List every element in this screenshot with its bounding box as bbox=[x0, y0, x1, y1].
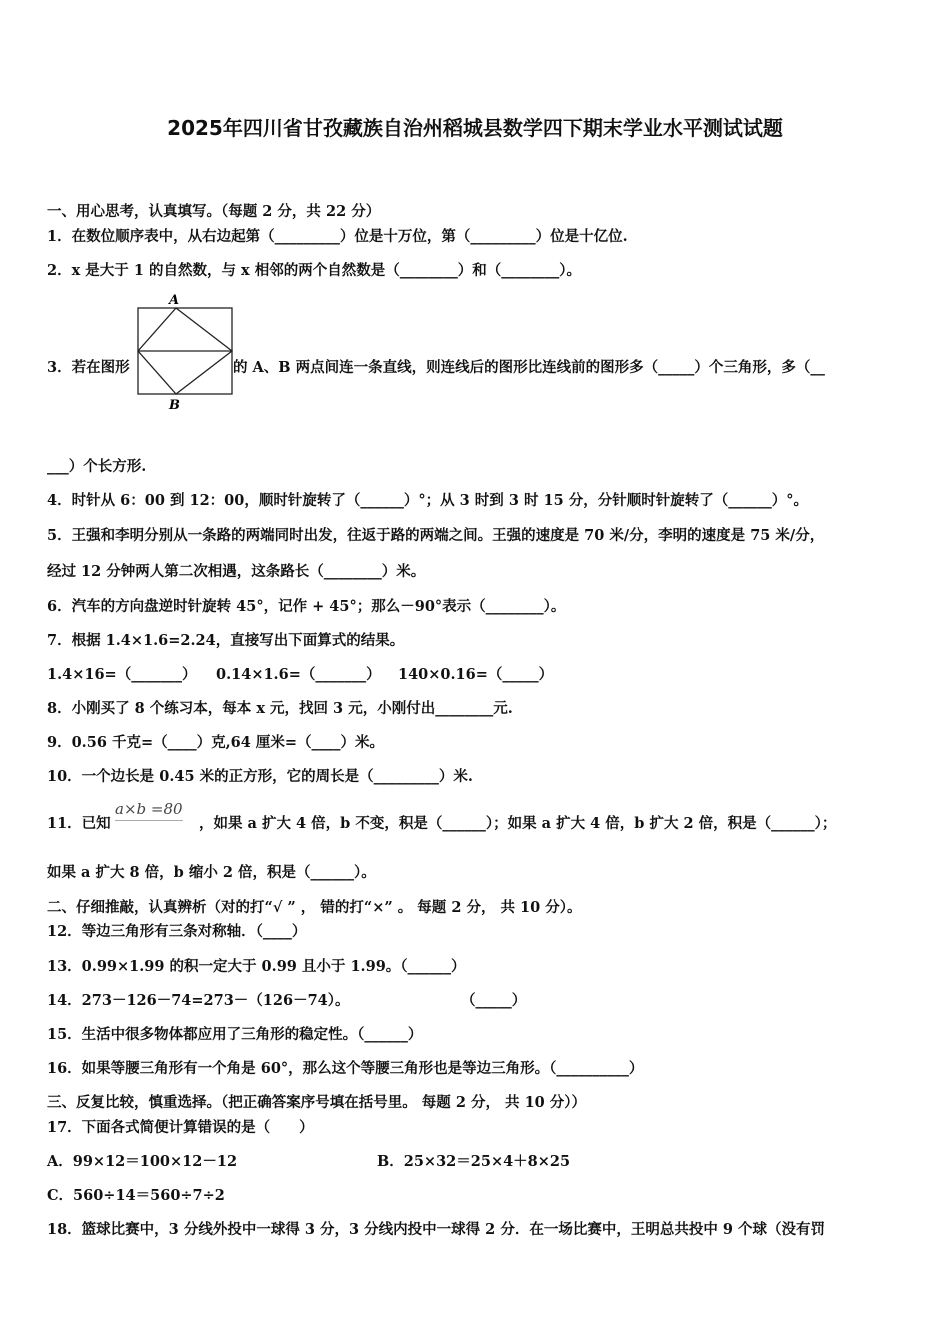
question-13: 13．0.99×1.99 的积一定大于 0.99 且小于 1.99。（______） bbox=[47, 958, 466, 975]
question-8: 8．小刚买了 8 个练习本，每本 x 元，找回 3 元，小刚付出________元. bbox=[47, 700, 513, 717]
question-4: 4．时针从 6：00 到 12：00，顺时针旋转了（______）°；从 3 时到 3 时 15 分，分针顺时针旋转了（______）°。 bbox=[47, 492, 808, 509]
question-11-line-2: 如果 a 扩大 8 倍，b 缩小 2 倍，积是（______）。 bbox=[47, 864, 376, 881]
question-17-option-a: A．99×12＝100×12－12 bbox=[47, 1153, 238, 1170]
question-3-after: 的 A、B 两点间连一条直线，则连线后的图形比连线前的图形多（_____）个三角形，多（__ bbox=[233, 359, 825, 376]
section-2-header: 二、仔细推敲，认真辨析（对的打“√ ” ， 错的打“×” 。 每题 2 分， 共 10 分）。 bbox=[47, 899, 582, 916]
question-3-continued: ___）个长方形. bbox=[47, 458, 147, 475]
section-3-header: 三、反复比较，慎重选择。（把正确答案序号填在括号里。 每题 2 分， 共 10 分）） bbox=[47, 1094, 587, 1111]
question-12: 12．等边三角形有三条对称轴．（____） bbox=[47, 923, 307, 940]
question-15: 15．生活中很多物体都应用了三角形的稳定性。（______） bbox=[47, 1026, 423, 1043]
question-11-before: 11．已知 bbox=[47, 815, 111, 832]
question-7-item-2: 0.14×1.6=（_______） bbox=[216, 666, 381, 683]
question-1: 1．在数位顺序表中，从右边起第（_________）位是十万位，第（_________）位是十亿位. bbox=[47, 228, 628, 245]
question-10: 10．一个边长是 0.45 米的正方形，它的周长是（_________）米. bbox=[47, 768, 473, 785]
question-5-line-1: 5．王强和李明分别从一条路的两端同时出发，往返于路的两端之间。王强的速度是 70 米/分，李明的速度是 75 米/分， bbox=[47, 527, 825, 544]
question-7-item-3: 140×0.16=（_____） bbox=[398, 666, 554, 683]
question-18: 18．篮球比赛中，3 分线外投中一球得 3 分，3 分线内投中一球得 2 分．在一场比赛中，王明总共投中 9 个球（没有罚 bbox=[47, 1221, 826, 1238]
question-14-blank: （_____） bbox=[461, 992, 527, 1009]
figure-label-a: A bbox=[169, 293, 180, 308]
question-16: 16．如果等腰三角形有一个角是 60°，那么这个等腰三角形也是等边三角形。（__________） bbox=[47, 1060, 644, 1077]
figure-label-b: B bbox=[169, 398, 180, 412]
question-17-stem: 17．下面各式简便计算错误的是（ ） bbox=[47, 1119, 314, 1136]
question-17-option-c: C．560÷14＝560÷7÷2 bbox=[47, 1187, 225, 1204]
question-2: 2．x 是大于 1 的自然数，与 x 相邻的两个自然数是（________）和（________）。 bbox=[47, 262, 581, 279]
question-3-before: 3．若在图形 bbox=[47, 359, 130, 376]
question-11-formula: a×b =80 bbox=[115, 800, 183, 821]
question-6: 6．汽车的方向盘逆时针旋转 45°，记作 + 45°；那么－90°表示（________）。 bbox=[47, 598, 566, 615]
question-5-line-2: 经过 12 分钟两人第二次相遇，这条路长（________）米。 bbox=[47, 563, 426, 580]
question-7-stem: 7．根据 1.4×1.6=2.24，直接写出下面算式的结果。 bbox=[47, 632, 405, 649]
section-1-header: 一、用心思考，认真填写。（每题 2 分，共 22 分） bbox=[47, 203, 381, 220]
page-title: 2025年四川省甘孜藏族自治州稻城县数学四下期末学业水平测试试题 bbox=[167, 116, 783, 140]
question-9: 9．0.56 千克=（____）克,64 厘米=（____）米。 bbox=[47, 734, 385, 751]
rectangle-figure bbox=[134, 290, 236, 412]
question-17-option-b: B．25×32＝25×4＋8×25 bbox=[377, 1153, 571, 1170]
question-11-after: ，如果 a 扩大 4 倍，b 不变，积是（______）；如果 a 扩大 4 倍，b 扩大 2 倍，积是（______）； bbox=[199, 815, 837, 832]
question-14: 14．273－126－74=273－（126－74）。 bbox=[47, 992, 350, 1009]
question-7-item-1: 1.4×16=（_______） bbox=[47, 666, 197, 683]
